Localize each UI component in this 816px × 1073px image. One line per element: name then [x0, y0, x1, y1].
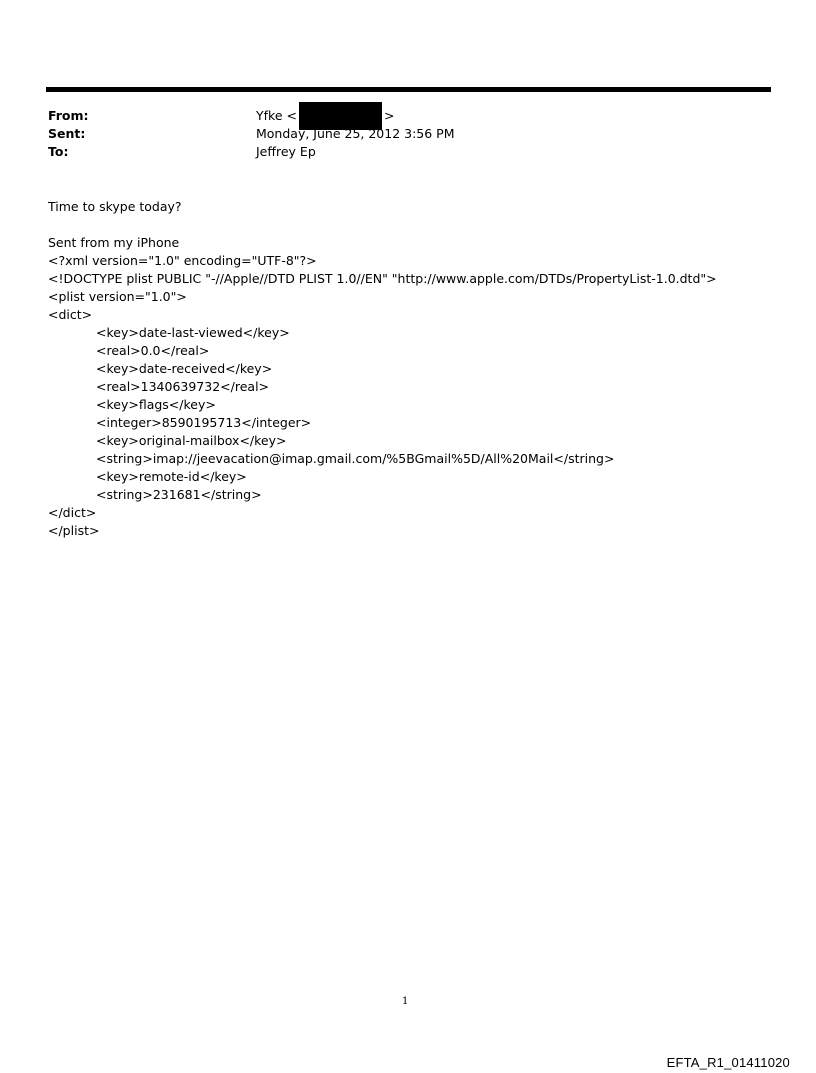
- to-row: [48, 143, 768, 161]
- dict-entry: <key>date-last-viewed</key>: [96, 325, 290, 340]
- from-name: Yfke: [256, 108, 283, 123]
- from-open-bracket: <: [286, 108, 297, 123]
- dict-entry: <string>imap://jeevacation@imap.gmail.com/%5BGmail%5D/All%20Mail</string>: [96, 451, 615, 466]
- dict-entry: <key>flags</key>: [96, 397, 216, 412]
- email-header: [48, 107, 768, 161]
- signature-text: Sent from my iPhone: [48, 235, 180, 250]
- bates-number: EFTA_R1_01411020: [666, 1055, 790, 1070]
- dict-entry: <key>remote-id</key>: [96, 469, 247, 484]
- to-label: To:: [48, 144, 69, 159]
- from-row: [48, 107, 768, 125]
- sent-label: Sent:: [48, 126, 86, 141]
- from-close-bracket: >: [384, 108, 395, 123]
- header-divider: [46, 87, 771, 92]
- xml-declaration: <?xml version="1.0" encoding="UTF-8"?>: [48, 253, 317, 268]
- plist-close: </plist>: [48, 523, 100, 538]
- from-label: From:: [48, 108, 89, 123]
- plist-open: <plist version="1.0">: [48, 289, 187, 304]
- dict-entry: <real>0.0</real>: [96, 343, 210, 358]
- dict-entry: <integer>8590195713</integer>: [96, 415, 312, 430]
- dict-entry: <real>1340639732</real>: [96, 379, 270, 394]
- email-body: [48, 198, 788, 540]
- dict-entry: <key>date-received</key>: [96, 361, 273, 376]
- dict-entry: <key>original-mailbox</key>: [96, 433, 287, 448]
- page-number: 1: [402, 996, 409, 1007]
- to-value: Jeffrey Ep: [256, 144, 316, 159]
- dict-open: <dict>: [48, 307, 93, 322]
- sent-value: Monday, June 25, 2012 3:56 PM: [256, 126, 455, 141]
- spacer: [48, 216, 788, 234]
- dict-close: </dict>: [48, 505, 97, 520]
- message-text: Time to skype today?: [48, 199, 182, 214]
- sent-row: [48, 125, 768, 143]
- dict-entry: <string>231681</string>: [96, 487, 262, 502]
- doctype-line: <!DOCTYPE plist PUBLIC "-//Apple//DTD PLIST 1.0//EN" "http://www.apple.com/DTDs/PropertyList-1.0.dtd">: [48, 271, 717, 286]
